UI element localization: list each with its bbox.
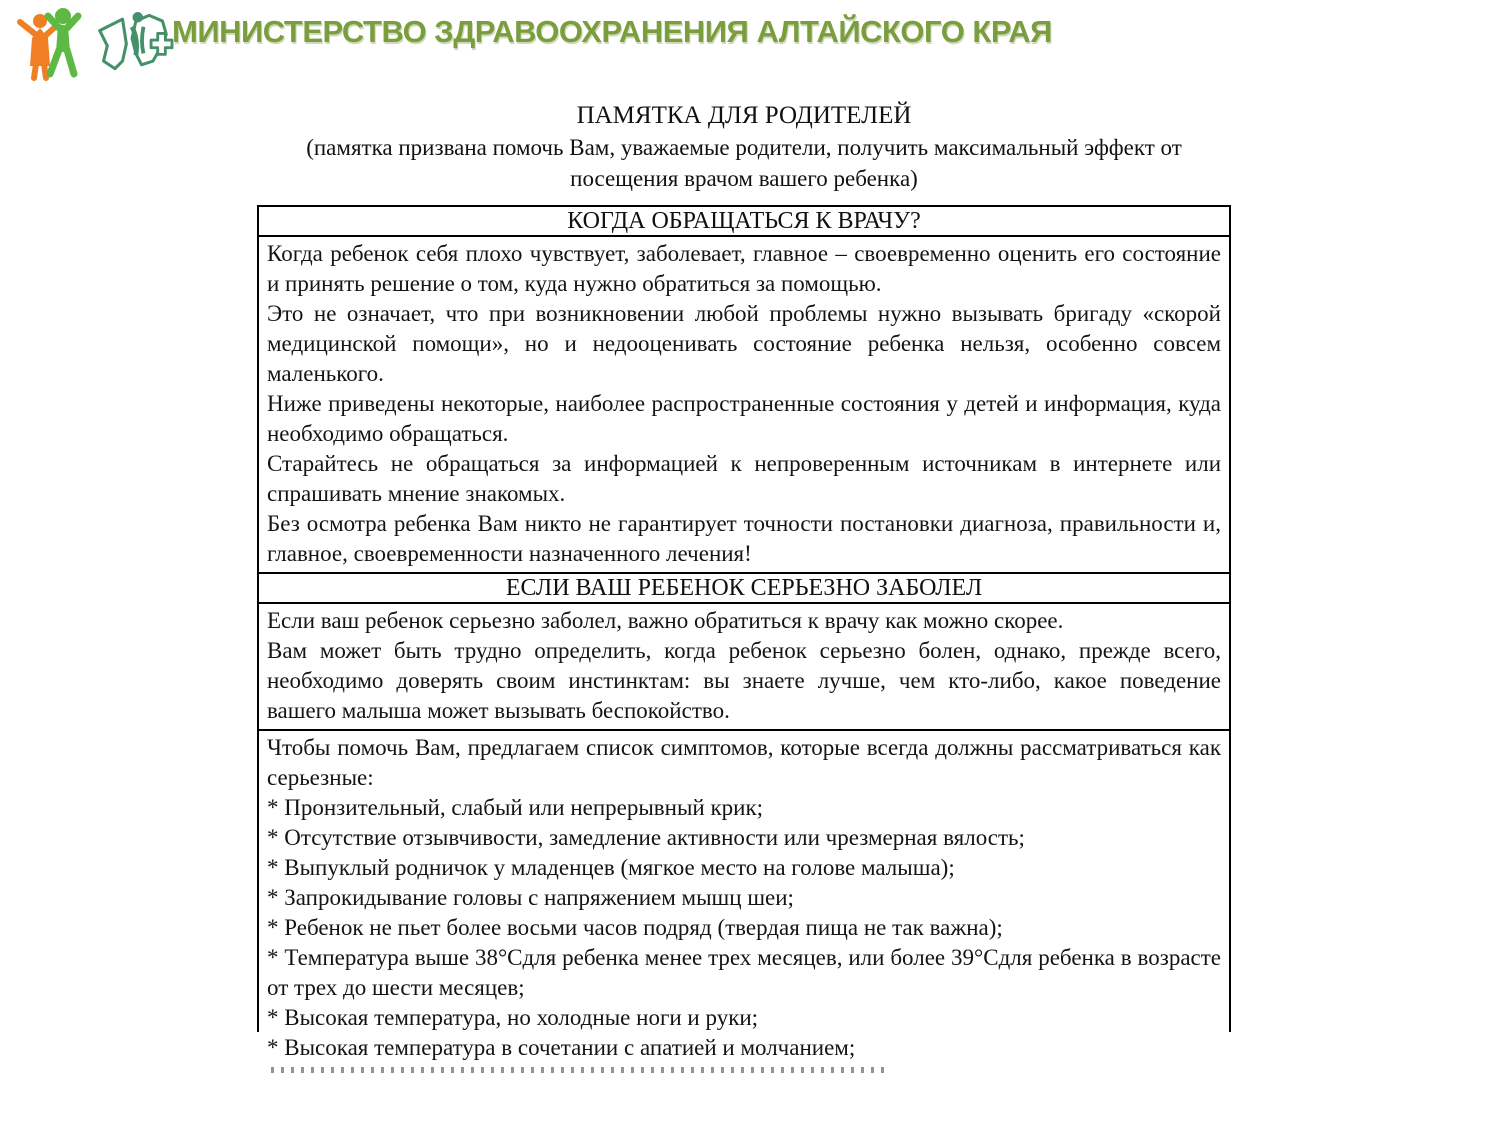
paragraph: * Высокая температура, но холодные ноги и руки; — [267, 1005, 759, 1030]
document-title: ПАМЯТКА ДЛЯ РОДИТЕЛЕЙ — [576, 102, 912, 129]
paragraph: Когда ребенок себя плохо чувствует, заболевает, главное – своевременно оценить его состояние и принять решение о том, куда нужно обратиться за помощью. — [267, 241, 1221, 296]
paragraph: Чтобы помочь Вам, предлагаем список симптомов, которые всегда должны рассматриваться как серьезные: — [267, 735, 1221, 790]
people-icon — [10, 4, 88, 80]
section-header-seriously-ill: ЕСЛИ ВАШ РЕБЕНОК СЕРЬЕЗНО ЗАБОЛЕЛ — [259, 574, 1229, 604]
paragraph: Это не означает, что при возникновении любой проблемы нужно вызывать бригаду «скорой медицинской помощи», но и недооценивать состояние ребенка нельзя, особенно совсем маленького. — [267, 301, 1221, 386]
map-cross-icon — [94, 4, 172, 80]
section-header-when-to-see-doctor: КОГДА ОБРАЩАТЬСЯ К ВРАЧУ? — [259, 207, 1229, 237]
paragraph: * Выпуклый родничок у младенцев (мягкое место на голове малыша); — [267, 855, 955, 880]
paragraph: * Ребенок не пьет более восьми часов подряд (твердая пища не так важна); — [267, 915, 1003, 940]
document-subtitle: (памятка призвана помочь Вам, уважаемые родители, получить максимальный эффект от посещения врачом вашего ребенка) — [306, 135, 1182, 191]
paragraph: * Пронзительный, слабый или непрерывный крик; — [267, 795, 764, 820]
paragraph: * Запрокидывание головы с напряжением мышц шеи; — [267, 885, 794, 910]
paragraph: Старайтесь не обращаться за информацией к непроверенным источникам в интернете или спрашивать мнение знакомых. — [267, 451, 1221, 506]
section-body-symptoms-list — [259, 731, 1229, 1060]
memo-table — [257, 205, 1231, 1060]
paragraph: Ниже приведены некоторые, наиболее распространенные состояния у детей и информация, куда необходимо обращаться. — [267, 391, 1221, 446]
paragraph: * Температура выше 38°Сдля ребенка менее трех месяцев, или более 39°Сдля ребенка в возрасте от трех до шести месяцев; — [267, 945, 1221, 1000]
ministry-title: МИНИСТЕРСТВО ЗДРАВООХРАНЕНИЯ АЛТАЙСКОГО КРАЯ — [172, 14, 1052, 49]
ministry-header — [0, 0, 1500, 86]
ministry-logos — [10, 4, 172, 80]
section-body-seriously-ill — [259, 604, 1229, 731]
paragraph: Без осмотра ребенка Вам никто не гарантирует точности постановки диагноза, правильности и, главное, своевременности назначенного лечения! — [267, 511, 1221, 566]
paragraph: * Высокая температура в сочетании с апатией и молчанием; — [267, 1035, 856, 1060]
document — [257, 100, 1231, 1060]
paragraph: Если ваш ребенок серьезно заболел, важно обратиться к врачу как можно скорее. — [267, 608, 1064, 633]
paragraph: Вам может быть трудно определить, когда ребенок серьезно болен, однако, прежде всего, необходимо доверять своим инстинктам: вы знаете лучше, чем кто-либо, какое поведение вашего малыша может вызывать беспокойство. — [267, 638, 1221, 723]
paragraph: * Отсутствие отзывчивости, замедление активности или чрезмерная вялость; — [267, 825, 1025, 850]
clipped-text-fragment — [271, 1067, 891, 1073]
section-body-when-to-see-doctor — [259, 237, 1229, 574]
